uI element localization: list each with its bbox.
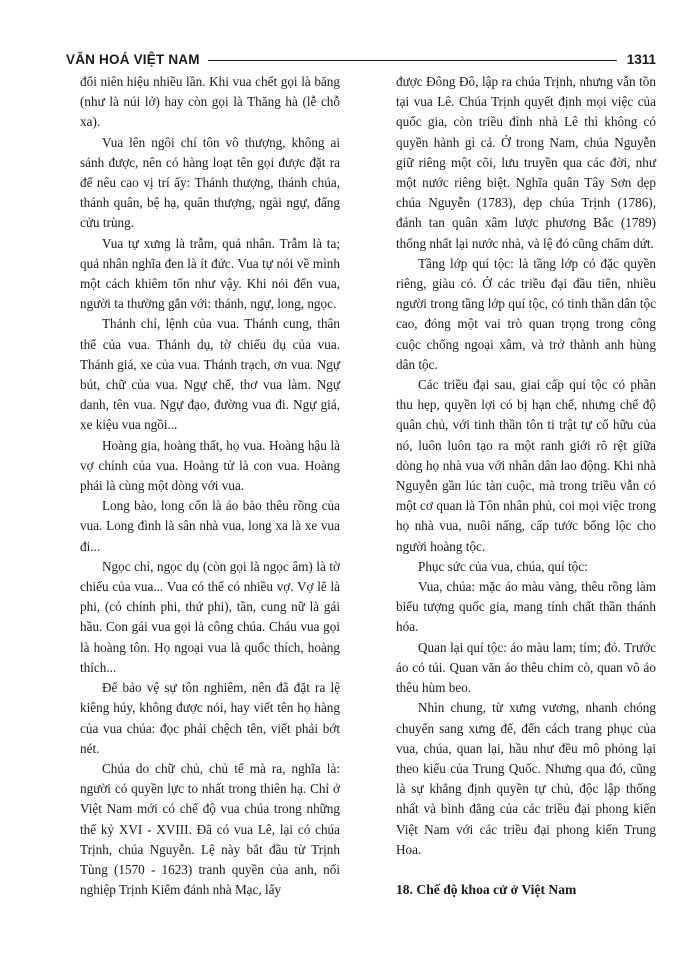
section-heading: 18. Chế độ khoa cử ở Việt Nam	[396, 881, 577, 897]
paragraph: Các triều đại sau, giai cấp quí tộc có phần thu hẹp, quyền lợi có bị hạn chế, nhưng chế độ quân chủ, với tinh thần tôn ti trật tự cố hữu của nó, luôn luôn tạo ra một ranh giới rõ rệt giữa dòng họ nhà vua với nhân dân lao động. Khi nhà Nguyễn gần lúc tàn cuộc, mà trong triều vẫn có một cơ quan là Tôn nhân phủ, coi mọi việc trong họ nhà vua, nuôi nấng, cấp tước bổng lộc cho người hoàng tộc.	[396, 377, 656, 554]
paragraph: Vua tự xưng là trẫm, quả nhân. Trẫm là ta; quả nhân nghĩa đen là ít đức. Vua tự nói về mình một cách khiêm tốn như vậy. Khi nói đến vua, người ta thường gắn với: thánh, ngự, long, ngọc.	[80, 235, 340, 312]
page-number: 1311	[626, 51, 656, 67]
paragraph: Để bảo vệ sự tôn nghiêm, nên đã đặt ra lệ kiêng húy, không được nói, hay viết tên họ hàng của vua chúa: đọc phải chệch tên, viết phải bớt nét.	[80, 680, 340, 756]
paragraph: Phục sức của vua, chúa, quí tộc:	[418, 558, 588, 574]
running-header	[66, 48, 656, 70]
header-rule	[208, 60, 617, 61]
paragraph: Hoàng gia, hoàng thất, họ vua. Hoàng hậu là vợ chính của vua. Hoàng tử là con vua. Hoàng phái là cùng một dòng với vua.	[80, 437, 340, 494]
paragraph: được Đông Đô, lập ra chúa Trịnh, nhưng vẫn tồn tại vua Lê. Chúa Trịnh quyết định mọi việc của quốc gia, còn triều đình nhà Lê thì không có quyền hành gì cả. Ở trong Nam, chúa Nguyễn giữ riêng một cõi, lưu truyền qua các đời, như một nước riêng biệt. Nghĩa quân Tây Sơn dẹp chúa Nguyễn (1783), dẹp chúa Trịnh (1786), đánh tan quân xâm lược phương Bắc (1789) thống nhất lại nước nhà, và lệ đó cũng chấm dứt.	[396, 74, 656, 251]
paragraph: Tầng lớp quí tộc: là tầng lớp có đặc quyền riêng, giàu có. Ở các triều đại đầu tiên, nhiều người trong tầng lớp quí tộc, có tinh thần dân tộc cao, đóng một vai trò quan trọng trong công cuộc chống ngoại xâm, và trở thành anh hùng dân tộc.	[396, 255, 656, 372]
running-title: VĂN HOÁ VIỆT NAM	[66, 51, 200, 67]
paragraph: Chúa do chữ chủ, chủ tể mà ra, nghĩa là: người có quyền lực to nhất trong thiên hạ. Chỉ ở Việt Nam mới có chế độ vua chúa trong những thế kỷ XVI - XVIII. Đã có vua Lê, lại có chúa Trịnh, chúa Nguyễn. Lệ này bắt đầu từ Trịnh Tùng (1570 - 1623) tranh quyền của anh, nối nghiệp Trịnh Kiểm đánh nhà Mạc, lấy	[80, 760, 340, 898]
left-column	[80, 72, 340, 900]
paragraph: Long bào, long cổn là áo bào thêu rồng của vua. Long đình là sân nhà vua, long xa là xe vua đi...	[80, 498, 340, 554]
paragraph: Vua, chúa: mặc áo màu vàng, thêu rồng làm biểu tượng quốc gia, mang tính chất thần thánh hóa.	[396, 579, 656, 635]
paragraph: Quan lại quí tộc: áo màu lam; tím; đỏ. Trước áo có túi. Quan văn áo thêu chim cò, quan võ áo thêu hùm beo.	[396, 639, 656, 696]
paragraph: Ngọc chỉ, ngọc dụ (còn gọi là ngọc âm) là tờ chiếu của vua... Vua có thể có nhiều vợ. Vợ lẽ là phi, (có chính phi, thứ phi), tần, cung nữ là gái hầu. Con gái vua gọi là công chúa. Cháu vua gọi là hoàng tôn. Họ ngoại vua là quốc thích, hoàng thích...	[80, 558, 340, 675]
paragraph: đổi niên hiệu nhiều lần. Khi vua chết gọi là băng (như là núi lở) hay còn gọi là Thăng hà (lễ chỗ xa).	[80, 74, 340, 130]
paragraph: Nhìn chung, từ xưng vương, nhanh chóng chuyển sang xưng đế, đến cách trang phục của vua, chúa, quan lại, hầu như đều mô phỏng lại theo kiểu của Trung Quốc. Nhưng qua đó, cũng là sự khẳng định quyền tự chủ, độc lập thống nhất và bình đẳng của các triều đại phong kiến Việt Nam với các triều đại phong kiến Trung Hoa.	[396, 700, 656, 857]
right-column	[396, 72, 656, 900]
paragraph: Vua lên ngôi chí tôn vô thượng, không ai sánh được, nên có hàng loạt tên gọi được đặt ra để nêu cao vị trí ấy: Thánh thượng, thánh chúa, thánh quân, bệ hạ, quân thượng, ngài ngự, đấng cửu trùng.	[80, 134, 340, 231]
paragraph: Thánh chỉ, lệnh của vua. Thánh cung, thân thể của vua. Thánh dụ, tờ chiếu dụ của vua. Thánh giá, xe của vua. Thánh trạch, ơn vua. Ngự bút, chữ của vua. Ngự chế, thơ vua làm. Ngự danh, tên vua. Ngự đạo, đường vua đi. Ngự giá, xe kiệu vua ngồi...	[80, 316, 340, 433]
